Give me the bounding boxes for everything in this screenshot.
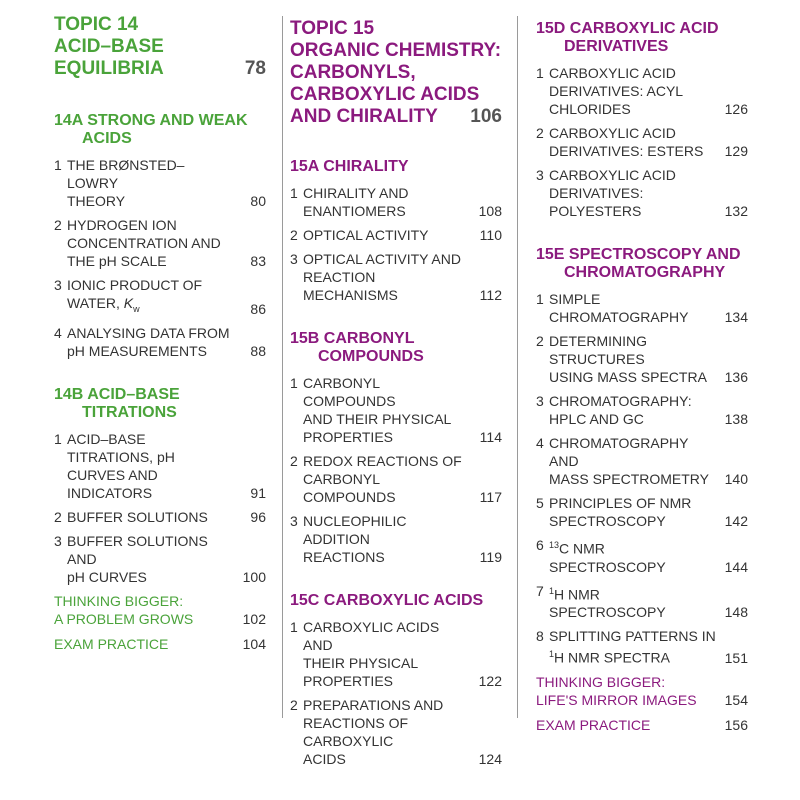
- toc-entry-15b-1[interactable]: [290, 374, 502, 446]
- entry-text: CARBOXYLIC ACID: [549, 65, 676, 81]
- entry-text: PRINCIPLES OF NMR: [549, 495, 692, 511]
- entry-number: 4: [536, 435, 544, 451]
- entry-page: 100: [242, 568, 266, 585]
- toc-entry-15e-3[interactable]: [536, 392, 748, 428]
- entry-text: REDOX REACTIONS OF: [303, 453, 462, 469]
- entry-number: 4: [54, 324, 62, 341]
- entry-text: CARBOXYLIC ACID: [549, 167, 676, 183]
- entry-number: 3: [54, 532, 62, 549]
- entry-number: 2: [54, 217, 62, 233]
- entry-number: 2: [290, 697, 298, 713]
- entry-page: 142: [724, 513, 748, 529]
- entry-text: THEIR PHYSICAL: [303, 655, 419, 671]
- entry-page: 91: [250, 484, 266, 501]
- entry-text: DERIVATIVES: ESTERS: [549, 143, 704, 159]
- toc-entry-15e-8[interactable]: [536, 627, 748, 667]
- entry-text: PROPERTIES: [303, 429, 393, 445]
- entry-text: OPTICAL ACTIVITY AND: [303, 251, 461, 267]
- entry-page: 148: [724, 604, 748, 621]
- entry-text: SPECTROSCOPY: [549, 513, 666, 529]
- section-title-line: CHROMATOGRAPHY: [564, 264, 726, 281]
- entry-page: 134: [724, 309, 748, 325]
- section-15e-heading: [536, 246, 748, 282]
- entry-text: CHROMATOGRAPHY:: [549, 393, 692, 409]
- toc-entry-14a-4[interactable]: [54, 324, 266, 360]
- entry-page: 140: [724, 471, 748, 487]
- entry-text: REACTION MECHANISMS: [303, 269, 398, 303]
- entry-text: THEORY: [67, 193, 126, 209]
- section-15c-heading: [290, 592, 502, 610]
- toc-entry-15d-1[interactable]: [536, 64, 748, 118]
- entry-text: DETERMINING STRUCTURES: [549, 333, 647, 367]
- topic-title-line: EQUILIBRIA: [54, 58, 164, 79]
- entry-text: ACID–BASE TITRATIONS, pH: [67, 430, 175, 465]
- entry-page: 119: [479, 549, 502, 565]
- entry-page: 102: [242, 610, 266, 627]
- entry-text: THE pH SCALE: [67, 253, 167, 269]
- toc-entry-15a-2[interactable]: [290, 226, 502, 244]
- entry-page: 114: [479, 429, 502, 445]
- entry-text: OPTICAL ACTIVITY: [303, 227, 429, 243]
- entry-text: PREPARATIONS AND: [303, 697, 444, 713]
- entry-page: 108: [478, 203, 502, 219]
- entry-text-part: C NMR SPECTROSCOPY: [549, 540, 666, 575]
- entry-text: CONCENTRATION AND: [67, 235, 221, 251]
- entry-number: 1: [290, 375, 298, 391]
- entry-text: CARBOXYLIC ACIDS AND: [303, 619, 440, 653]
- entry-text: DERIVATIVES:: [549, 185, 644, 201]
- topic-15-heading: [290, 18, 502, 128]
- entry-text: THE BRØNSTED–LOWRY: [67, 157, 185, 191]
- toc-column-1: [54, 14, 266, 660]
- entry-text: AND THEIR PHYSICAL: [303, 411, 452, 427]
- entry-page: 144: [724, 558, 748, 575]
- section-title-line: COMPOUNDS: [318, 348, 424, 365]
- entry-text: pH CURVES: [67, 568, 147, 585]
- entry-text: CHROMATOGRAPHY AND: [549, 435, 689, 469]
- topic-title-line: CARBOXYLIC ACIDS: [290, 84, 480, 105]
- entry-number: 1: [290, 185, 298, 201]
- entry-page: 132: [724, 203, 748, 219]
- entry-text: [549, 645, 716, 667]
- entry-text: CHIRALITY AND: [303, 185, 409, 201]
- superscript-1: 1: [549, 585, 555, 596]
- entry-text: NUCLEOPHILIC ADDITION: [303, 513, 407, 547]
- topic-title-line: TOPIC 14: [54, 14, 139, 35]
- exam-practice-text: EXAM PRACTICE: [54, 635, 169, 652]
- entry-page: 104: [242, 635, 266, 652]
- entry-page: 117: [479, 489, 502, 505]
- toc-entry-15a-1[interactable]: [290, 184, 502, 220]
- topic-title-line: TOPIC 15: [290, 18, 375, 39]
- toc-entry-15b-2[interactable]: [290, 452, 502, 506]
- section-14b-heading: [54, 386, 266, 422]
- superscript-1: 1: [549, 649, 555, 660]
- entry-page: 112: [479, 287, 502, 303]
- section-title-line: 15E SPECTROSCOPY AND: [536, 246, 741, 263]
- entry-number: 3: [54, 277, 62, 293]
- entry-text: PROPERTIES: [303, 673, 393, 689]
- entry-text: ACIDS: [303, 751, 346, 767]
- entry-number: 1: [54, 157, 62, 173]
- entry-text: CARBONYL COMPOUNDS: [303, 471, 396, 505]
- entry-number: 2: [536, 333, 544, 349]
- entry-text: REACTIONS OF CARBOXYLIC: [303, 715, 409, 749]
- entry-text: pH MEASUREMENTS: [67, 342, 208, 359]
- entry-number: 2: [290, 453, 298, 469]
- toc-entry-14a-1[interactable]: [54, 156, 266, 210]
- exam-practice-14[interactable]: [54, 635, 266, 653]
- section-title-line: 14B ACID–BASE: [54, 385, 180, 403]
- entry-text: [549, 582, 716, 622]
- toc-entry-14a-3[interactable]: [54, 276, 266, 318]
- section-15d-heading: [536, 20, 748, 56]
- toc-entry-14b-1[interactable]: [54, 430, 266, 502]
- entry-page: 136: [724, 369, 748, 385]
- toc-entry-15e-4[interactable]: [536, 434, 748, 488]
- entry-text: MASS SPECTROMETRY: [549, 471, 709, 487]
- section-15b-heading: [290, 330, 502, 366]
- entry-page: 110: [479, 227, 502, 243]
- toc-entry-14b-3[interactable]: [54, 532, 266, 586]
- topic-page-number: 106: [470, 106, 502, 127]
- entry-number: 2: [536, 125, 544, 141]
- entry-page: 80: [250, 193, 266, 209]
- toc-entry-15d-3[interactable]: [536, 166, 748, 220]
- thinking-bigger-text: A PROBLEM GROWS: [54, 610, 194, 627]
- exam-practice-15[interactable]: [536, 716, 748, 734]
- entry-number: 1: [290, 619, 298, 635]
- entry-number: 2: [290, 227, 298, 243]
- toc-entry-14b-2[interactable]: [54, 508, 266, 526]
- thinking-bigger-14[interactable]: [54, 592, 266, 628]
- section-15a-heading: [290, 158, 502, 176]
- entry-number: 3: [536, 167, 544, 183]
- entry-text: BUFFER SOLUTIONS AND: [67, 532, 208, 567]
- thinking-bigger-text: LIFE'S MIRROR IMAGES: [536, 691, 697, 708]
- section-14a-heading: [54, 112, 266, 148]
- entry-text: SPLITTING PATTERNS IN: [549, 628, 716, 645]
- toc-column-3: [536, 20, 748, 741]
- entry-number: 7: [536, 582, 544, 599]
- entry-page: 96: [250, 508, 266, 525]
- toc-entry-15e-2[interactable]: [536, 332, 748, 386]
- topic-title-line: ACID–BASE: [54, 36, 164, 57]
- section-title-line: TITRATIONS: [82, 403, 177, 421]
- toc-entry-15c-1[interactable]: [290, 618, 502, 690]
- entry-page: 122: [478, 673, 502, 689]
- variable-k: K: [123, 295, 134, 311]
- entry-page: 88: [250, 342, 266, 359]
- entry-number: 1: [54, 430, 62, 447]
- entry-text: IONIC PRODUCT OF: [67, 277, 203, 293]
- topic-title-line: ORGANIC CHEMISTRY:: [290, 40, 502, 61]
- entry-text: DERIVATIVES: ACYL: [549, 83, 684, 99]
- toc-entry-14a-2[interactable]: [54, 216, 266, 270]
- topic-page-number: 78: [244, 58, 266, 79]
- toc-entry-15e-1[interactable]: [536, 290, 748, 326]
- entry-text: ENANTIOMERS: [303, 203, 406, 219]
- section-title-line: ACIDS: [82, 130, 132, 147]
- topic-title-line: CARBONYLS,: [290, 62, 416, 83]
- thinking-bigger-text: THINKING BIGGER:: [54, 592, 184, 609]
- entry-text: REACTIONS: [303, 549, 385, 565]
- entry-text-part: H NMR SPECTRA: [554, 649, 670, 666]
- toc-entry-15e-7[interactable]: [536, 582, 748, 622]
- entry-number: 1: [536, 291, 544, 307]
- thinking-bigger-15[interactable]: [536, 673, 748, 709]
- entry-text: HPLC AND GC: [549, 411, 644, 427]
- toc-entry-15e-6[interactable]: [536, 536, 748, 576]
- section-title-line: 15C CARBOXYLIC ACIDS: [290, 592, 484, 609]
- entry-number: 5: [536, 495, 544, 511]
- entry-text: CURVES AND INDICATORS: [67, 466, 158, 501]
- entry-number: 6: [536, 537, 544, 553]
- entry-text: [549, 536, 716, 576]
- entry-number: 8: [536, 628, 544, 645]
- section-title-line: 14A STRONG AND WEAK: [54, 112, 248, 129]
- entry-number: 3: [536, 393, 544, 409]
- entry-page: 126: [724, 101, 748, 117]
- entry-page: 124: [478, 751, 502, 767]
- entry-number: 3: [290, 251, 298, 267]
- entry-text: CARBOXYLIC ACID: [549, 125, 676, 141]
- entry-text-part: WATER,: [67, 295, 124, 311]
- entry-page: 83: [250, 253, 266, 269]
- entry-number: 1: [536, 65, 544, 81]
- entry-text: [67, 294, 234, 318]
- entry-page: 154: [724, 691, 748, 708]
- entry-text: HYDROGEN ION: [67, 217, 177, 233]
- superscript-13: 13: [549, 540, 560, 550]
- thinking-bigger-text: THINKING BIGGER:: [536, 673, 666, 690]
- subscript-w: w: [133, 303, 140, 314]
- entry-text: CARBONYL COMPOUNDS: [303, 375, 396, 409]
- entry-text: SIMPLE: [549, 291, 601, 307]
- toc-column-2: [290, 18, 502, 774]
- entry-page: 86: [250, 300, 266, 317]
- entry-text: CHROMATOGRAPHY: [549, 309, 689, 325]
- column-divider: [282, 16, 283, 718]
- entry-number: 3: [290, 513, 298, 529]
- section-title-line: 15A CHIRALITY: [290, 158, 409, 175]
- entry-page: 138: [724, 411, 748, 427]
- entry-number: 2: [54, 508, 62, 525]
- toc-entry-15c-2[interactable]: [290, 696, 502, 768]
- exam-practice-text: EXAM PRACTICE: [536, 716, 651, 733]
- entry-text: USING MASS SPECTRA: [549, 369, 707, 385]
- toc-entry-15d-2[interactable]: [536, 124, 748, 160]
- toc-entry-15e-5[interactable]: [536, 494, 748, 530]
- toc-entry-15a-3[interactable]: [290, 250, 502, 304]
- entry-text: ANALYSING DATA FROM: [67, 324, 230, 341]
- entry-page: 129: [724, 143, 748, 159]
- entry-page: 151: [724, 649, 748, 666]
- topic-title-line: AND CHIRALITY: [290, 106, 438, 127]
- entry-page: 156: [724, 716, 748, 733]
- entry-text-part: H NMR SPECTROSCOPY: [549, 586, 666, 621]
- topic-14-heading: [54, 14, 266, 80]
- toc-entry-15b-3[interactable]: [290, 512, 502, 566]
- section-title-line: 15D CARBOXYLIC ACID: [536, 20, 719, 37]
- section-title-line: DERIVATIVES: [564, 38, 669, 55]
- column-divider: [517, 16, 518, 718]
- entry-text: CHLORIDES: [549, 101, 631, 117]
- entry-text: POLYESTERS: [549, 203, 642, 219]
- entry-text: BUFFER SOLUTIONS: [67, 508, 208, 525]
- section-title-line: 15B CARBONYL: [290, 330, 415, 347]
